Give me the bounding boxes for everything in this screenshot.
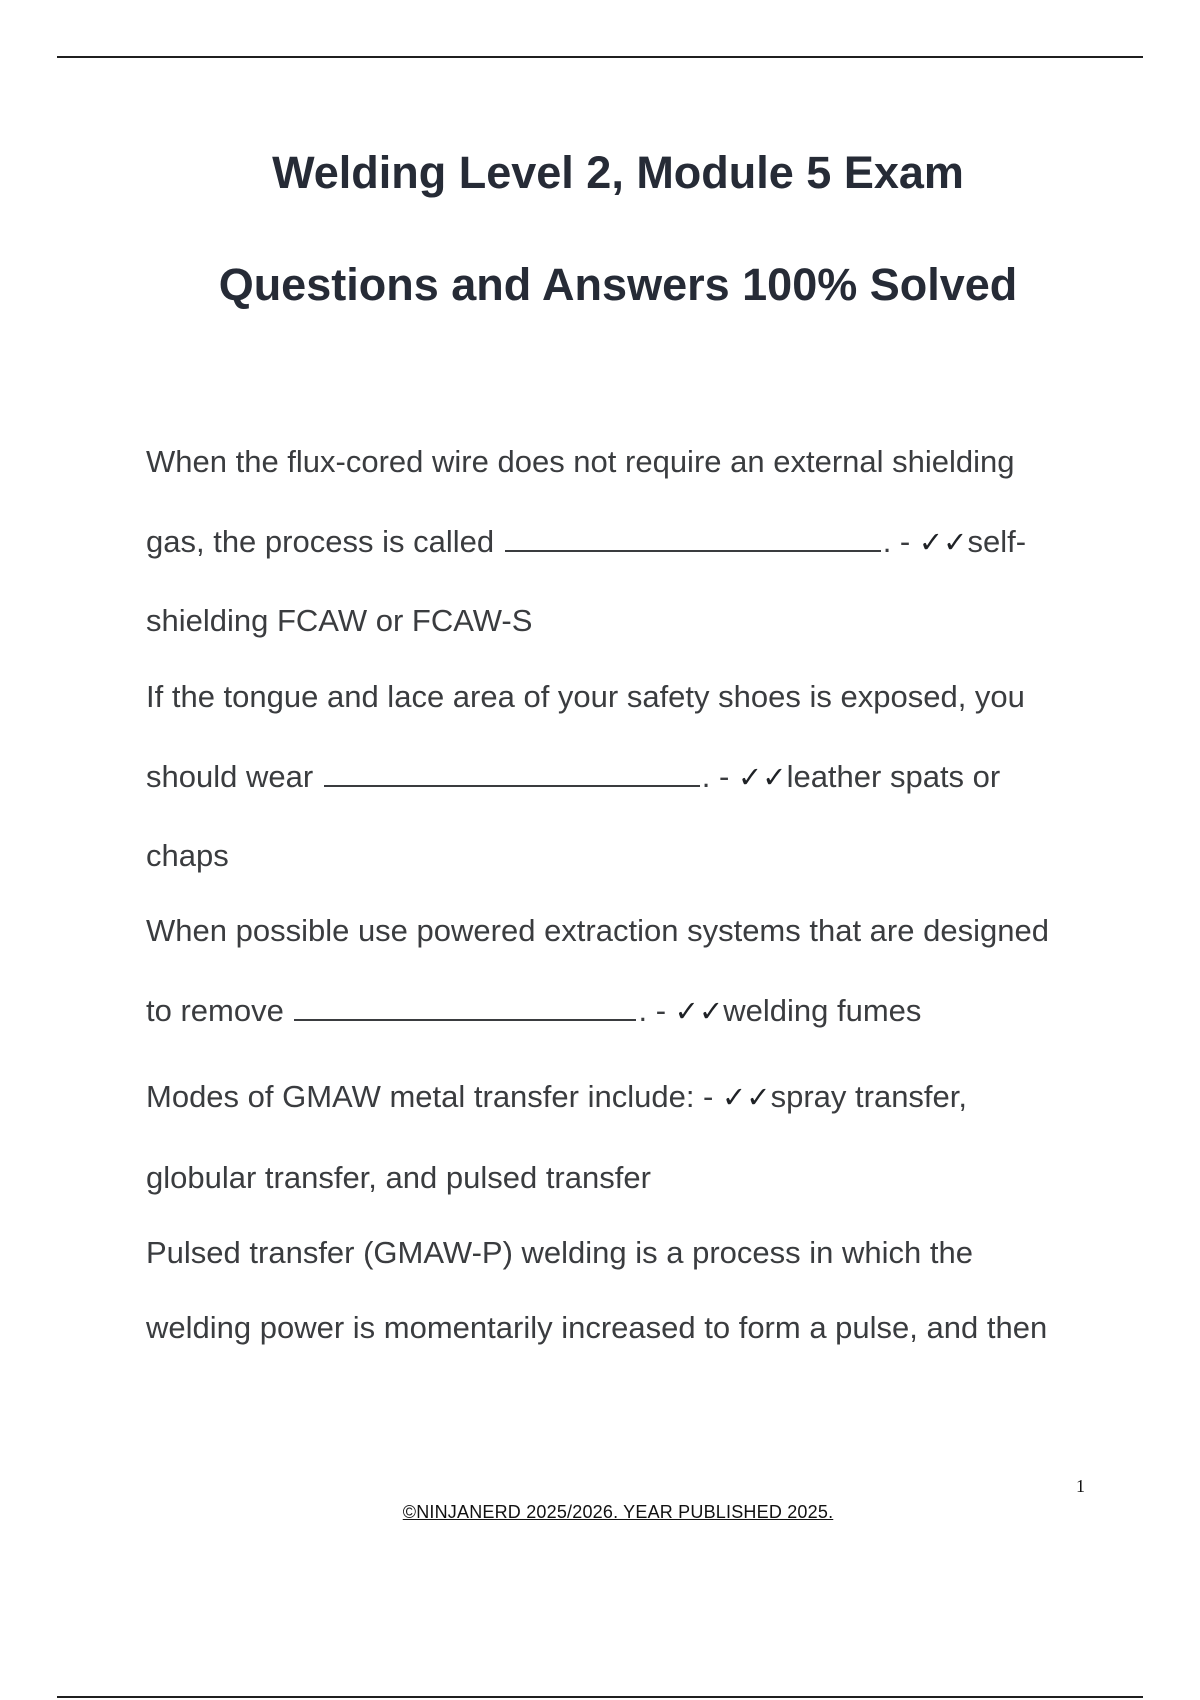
document-title-line-2: Questions and Answers 100% Solved [218,259,1018,310]
question-1-line-3: shielding FCAW or FCAW-S [146,603,533,638]
double-check-icon: ✓✓ [674,994,724,1028]
question-5-line-1: Pulsed transfer (GMAW-P) welding is a process in which the [146,1235,973,1270]
page-number: 1 [1076,1476,1085,1496]
question-2-line-2 [146,759,1000,792]
footer-rule [57,1696,1143,1698]
question-3-answer: welding fumes [723,993,922,1028]
question-1-line-2 [146,524,1026,557]
question-1-text: gas, the process is called [146,524,495,559]
double-check-icon: ✓✓ [737,760,787,794]
answer-blank [294,993,636,1021]
question-5-line-2: welding power is momentarily increased to form a pulse, and then [146,1310,1048,1345]
question-3-line-2 [146,993,921,1026]
question-4-line-1 [146,1081,967,1112]
question-1-answer: self- [967,524,1027,559]
question-2-line-3: chaps [146,838,229,873]
double-check-icon: ✓✓ [721,1080,771,1114]
answer-blank [324,759,700,787]
question-2-line-1: If the tongue and lace area of your safety shoes is exposed, you [146,679,1025,714]
question-4-text: Modes of GMAW metal transfer include: - [146,1079,722,1114]
answer-blank [505,524,881,552]
answer-separator: . - [701,759,738,794]
question-2-answer: leather spats or [786,759,1001,794]
question-1-line-1: When the flux-cored wire does not require an external shielding [146,444,1015,479]
question-2-text: should wear [146,759,314,794]
document-title-line-1: Welding Level 2, Module 5 Exam [272,147,964,198]
answer-separator: . - [638,993,675,1028]
double-check-icon: ✓✓ [918,525,968,559]
question-4-answer: spray transfer, [770,1079,968,1114]
question-3-text: to remove [146,993,284,1028]
question-3-line-1: When possible use powered extraction systems that are designed [146,913,1049,948]
question-4-line-2: globular transfer, and pulsed transfer [146,1160,651,1195]
answer-separator: . - [882,524,919,559]
header-rule [57,56,1143,58]
copyright-footer: ©NINJANERD 2025/2026. YEAR PUBLISHED 2025. [402,1502,834,1522]
